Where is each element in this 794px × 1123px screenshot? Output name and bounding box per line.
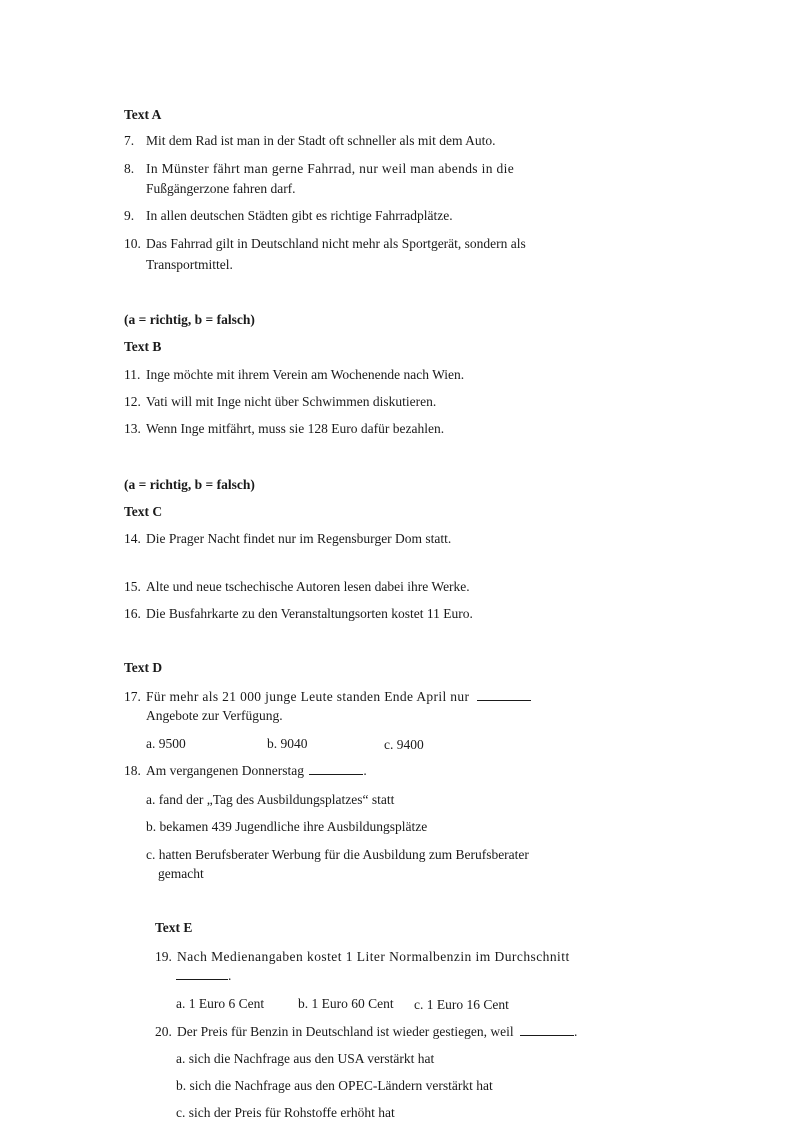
text-c-instruction: (a = richtig, b = falsch) [124,477,255,492]
question-number: 14. [124,531,141,546]
question-19-continued [176,967,231,985]
question-11 [124,366,464,384]
question-text: Die Prager Nacht findet nur im Regensburger Dom statt. [146,531,452,546]
question-number: 12. [124,394,141,409]
question-number: 10. [124,236,141,251]
question-18 [124,762,367,780]
option-18a: a. fand der „Tag des Ausbildungsplatzes“ statt [146,792,395,807]
option-20b: b. sich die Nachfrage aus den OPEC-Ländern verstärkt hat [176,1078,493,1093]
question-text: Für mehr als 21 000 junge Leute standen Ende April nur [146,689,470,704]
question-number: 9. [124,208,135,223]
question-text: Inge möchte mit ihrem Verein am Wochenende nach Wien. [146,367,465,382]
question-text: Vati will mit Inge nicht über Schwimmen diskutieren. [146,394,437,409]
question-8 [124,160,514,178]
question-number: 8. [124,161,135,176]
question-12 [124,393,436,411]
question-15 [124,578,470,596]
question-10-continued: Transportmittel. [146,257,233,272]
question-16 [124,605,473,623]
question-text: Am vergangenen Donnerstag [146,763,304,778]
option-19a: a. 1 Euro 6 Cent [176,996,265,1011]
answer-blank [309,762,363,775]
question-text: In allen deutschen Städten gibt es richtige Fahrradplätze. [146,208,453,223]
option-20a: a. sich die Nachfrage aus den USA verstärkt hat [176,1051,435,1066]
question-text: Nach Medienangaben kostet 1 Liter Normalbenzin im Durchschnitt [177,949,570,964]
option-18c: c. hatten Berufsberater Werbung für die Ausbildung zum Berufsberater [146,847,529,862]
question-text: Mit dem Rad ist man in der Stadt oft schneller als mit dem Auto. [146,133,496,148]
question-number: 16. [124,606,141,621]
answer-blank [176,967,228,980]
question-17 [124,688,531,706]
question-9 [124,207,453,225]
option-17b: b. 9040 [267,736,308,751]
option-17c: c. 9400 [384,737,424,752]
question-number: 19. [155,949,172,964]
answer-blank [520,1023,574,1036]
option-19c: c. 1 Euro 16 Cent [414,997,509,1012]
question-7 [124,132,495,150]
question-17-continued: Angebote zur Verfügung. [146,708,283,723]
question-8-continued: Fußgängerzone fahren darf. [146,181,296,196]
question-text: Die Busfahrkarte zu den Veranstaltungsorten kostet 11 Euro. [146,606,473,621]
question-text: Wenn Inge mitfährt, muss sie 128 Euro dafür bezahlen. [146,421,445,436]
question-text: Alte und neue tschechische Autoren lesen dabei ihre Werke. [146,579,470,594]
text-b-heading: Text B [124,339,162,354]
question-13 [124,420,444,438]
question-number: 15. [124,579,141,594]
question-number: 13. [124,421,141,436]
question-14 [124,530,451,548]
option-18c-continued: gemacht [158,866,204,881]
question-10 [124,235,526,253]
question-text: Der Preis für Benzin in Deutschland ist wieder gestiegen, weil [177,1024,514,1039]
question-text: Das Fahrrad gilt in Deutschland nicht mehr als Sportgerät, sondern als [146,236,526,251]
text-b-instruction: (a = richtig, b = falsch) [124,312,255,327]
question-number: 17. [124,689,141,704]
sentence-end: . [574,1024,578,1039]
question-number: 18. [124,763,141,778]
sentence-end: . [228,968,232,983]
question-19 [155,948,570,966]
sentence-end: . [363,763,367,778]
option-18b: b. bekamen 439 Jugendliche ihre Ausbildungsplätze [146,819,428,834]
text-c-heading: Text C [124,504,163,519]
question-number: 7. [124,133,135,148]
answer-blank [477,688,531,701]
question-20 [155,1023,577,1041]
question-number: 11. [124,367,141,382]
question-text: In Münster fährt man gerne Fahrrad, nur weil man abends in die [146,161,515,176]
question-number: 20. [155,1024,172,1039]
text-e-heading: Text E [155,920,193,935]
option-19b: b. 1 Euro 60 Cent [298,996,394,1011]
option-17a: a. 9500 [146,736,186,751]
text-d-heading: Text D [124,660,163,675]
option-20c: c. sich der Preis für Rohstoffe erhöht hat [176,1105,395,1120]
text-a-heading: Text A [124,107,162,122]
